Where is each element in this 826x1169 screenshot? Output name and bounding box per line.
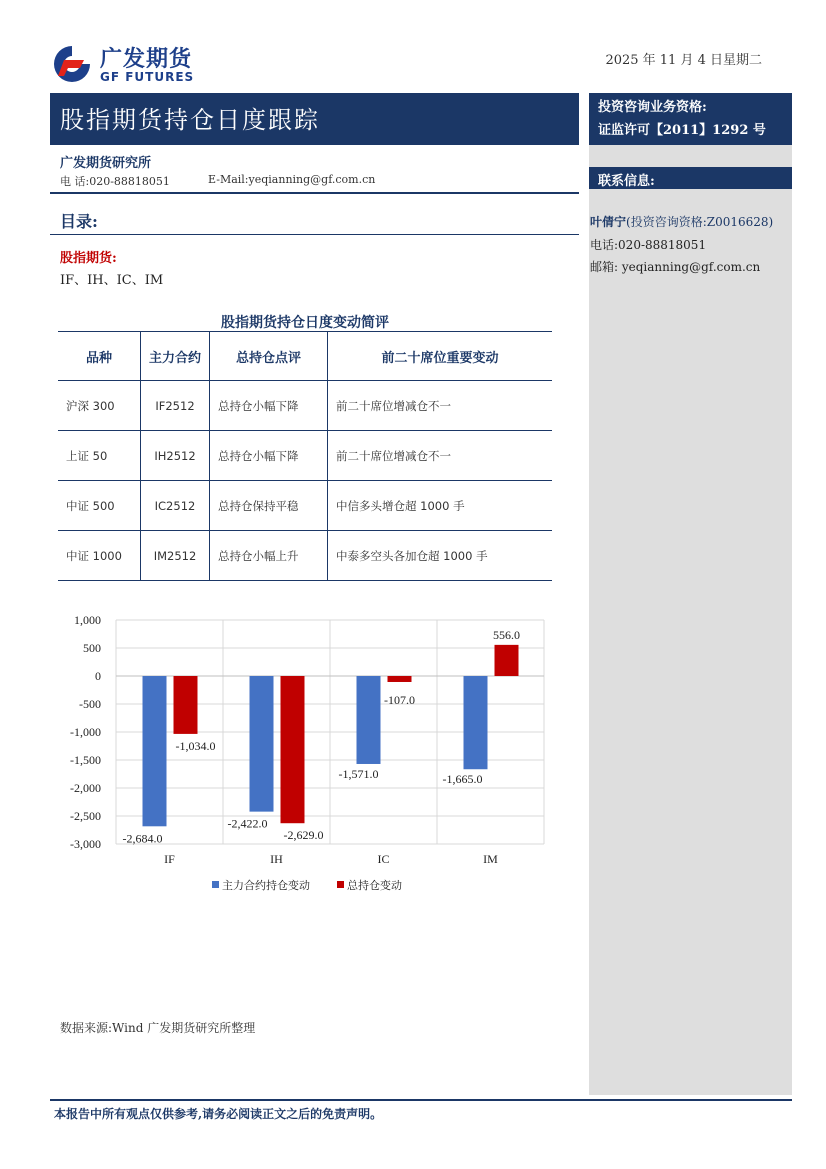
y-tick-label: -3,000 (70, 837, 101, 851)
cell-contract: IH2512 (141, 431, 210, 481)
cell-variety: 中证 1000 (58, 531, 141, 581)
cell-top20: 中信多头增仓超 1000 手 (328, 481, 553, 531)
qualification-license: 证监许可【2011】1292 号 (598, 123, 766, 138)
footer-divider (50, 1099, 792, 1101)
analyst-info (590, 213, 773, 230)
y-tick-label: 500 (83, 641, 101, 655)
y-tick-label: -1,000 (70, 725, 101, 739)
table-header-row (58, 332, 552, 381)
cell-contract: IC2512 (141, 481, 210, 531)
cell-total-oi: 总持仓小幅上升 (210, 531, 328, 581)
toc-section-items[interactable]: IF、IH、IC、IM (60, 273, 164, 288)
y-tick-label: -2,500 (70, 809, 101, 823)
header-main-contract: 主力合约 (141, 332, 210, 381)
legend-swatch (337, 881, 344, 888)
toc-title: 目录: (60, 212, 98, 231)
table-row (58, 431, 552, 481)
table-row (58, 381, 552, 431)
divider (50, 234, 579, 235)
position-change-chart (50, 605, 560, 905)
disclaimer: 本报告中所有观点仅供参考,请务必阅读正文之后的免责声明。 (54, 1107, 383, 1121)
data-label: -1,665.0 (442, 772, 483, 787)
institute-email[interactable]: E-Mail:yeqianning@gf.com.cn (208, 173, 376, 186)
side-panel (589, 145, 792, 1095)
analyst-name: 叶倩宁 (590, 215, 627, 229)
bar-IM-total (495, 645, 519, 676)
table-row (58, 531, 552, 581)
institute-phone: 电 话:020-88818051 (60, 175, 170, 188)
table-title: 股指期货持仓日度变动简评 (221, 315, 389, 331)
x-tick-label: IH (270, 852, 283, 866)
source-note: 数据来源:Wind 广发期货研究所整理 (60, 1021, 256, 1035)
qualification-label: 投资咨询业务资格: (598, 100, 707, 115)
y-tick-label: -2,000 (70, 781, 101, 795)
x-tick-label: IF (164, 852, 175, 866)
cell-variety: 中证 500 (58, 481, 141, 531)
data-label: -2,684.0 (122, 831, 163, 846)
gf-logo-icon (50, 42, 94, 86)
table-row (58, 481, 552, 531)
contact-title: 联系信息: (598, 174, 655, 189)
bar-IF-total (174, 676, 198, 734)
y-tick-label: 0 (95, 669, 101, 683)
cell-total-oi: 总持仓保持平稳 (210, 481, 328, 531)
cell-top20: 中泰多空头各加仓超 1000 手 (328, 531, 553, 581)
x-tick-label: IC (377, 852, 390, 866)
data-label: 556.0 (493, 627, 520, 642)
cell-total-oi: 总持仓小幅下降 (210, 381, 328, 431)
page-title: 股指期货持仓日度跟踪 (60, 106, 320, 134)
cell-top20: 前二十席位增减仓不一 (328, 381, 553, 431)
bar-IC-total (388, 676, 412, 682)
header-total-oi: 总持仓点评 (210, 332, 328, 381)
cell-variety: 上证 50 (58, 431, 141, 481)
cell-contract: IM2512 (141, 531, 210, 581)
bar-IM-main (464, 676, 488, 769)
data-label: -107.0 (384, 692, 415, 707)
y-tick-label: -1,500 (70, 753, 101, 767)
header-variety: 品种 (58, 332, 141, 381)
cell-total-oi: 总持仓小幅下降 (210, 431, 328, 481)
data-label: -1,571.0 (338, 766, 379, 781)
legend-label: 总持仓变动 (347, 879, 402, 892)
logo-text-en: GF FUTURES (100, 70, 195, 84)
x-tick-label: IM (483, 852, 498, 866)
summary-table (58, 331, 552, 581)
report-date: 2025 年 11 月 4 日星期二 (605, 53, 762, 68)
cell-top20: 前二十席位增减仓不一 (328, 431, 553, 481)
bar-IC-main (357, 676, 381, 764)
bar-IH-total (281, 676, 305, 823)
legend-label: 主力合约持仓变动 (222, 879, 310, 892)
institute-name: 广发期货研究所 (60, 156, 152, 171)
logo-text-cn: 广发期货 (100, 47, 193, 72)
data-label: -2,422.0 (227, 816, 268, 831)
analyst-email[interactable]: 邮箱: yeqianning@gf.com.cn (590, 260, 761, 274)
toc-section-label[interactable]: 股指期货: (60, 251, 117, 266)
y-tick-label: 1,000 (74, 613, 101, 627)
cell-contract: IF2512 (141, 381, 210, 431)
bar-IH-main (250, 676, 274, 812)
data-label: -1,034.0 (175, 738, 216, 753)
analyst-phone: 电话:020-88818051 (590, 238, 707, 252)
header-top20: 前二十席位重要变动 (328, 332, 553, 381)
legend-swatch (212, 881, 219, 888)
y-tick-label: -500 (79, 697, 101, 711)
data-label: -2,629.0 (283, 828, 324, 843)
bar-IF-main (143, 676, 167, 826)
divider (50, 192, 579, 194)
cell-variety: 沪深 300 (58, 381, 141, 431)
analyst-cert: (投资咨询资格:Z0016628) (626, 215, 774, 229)
